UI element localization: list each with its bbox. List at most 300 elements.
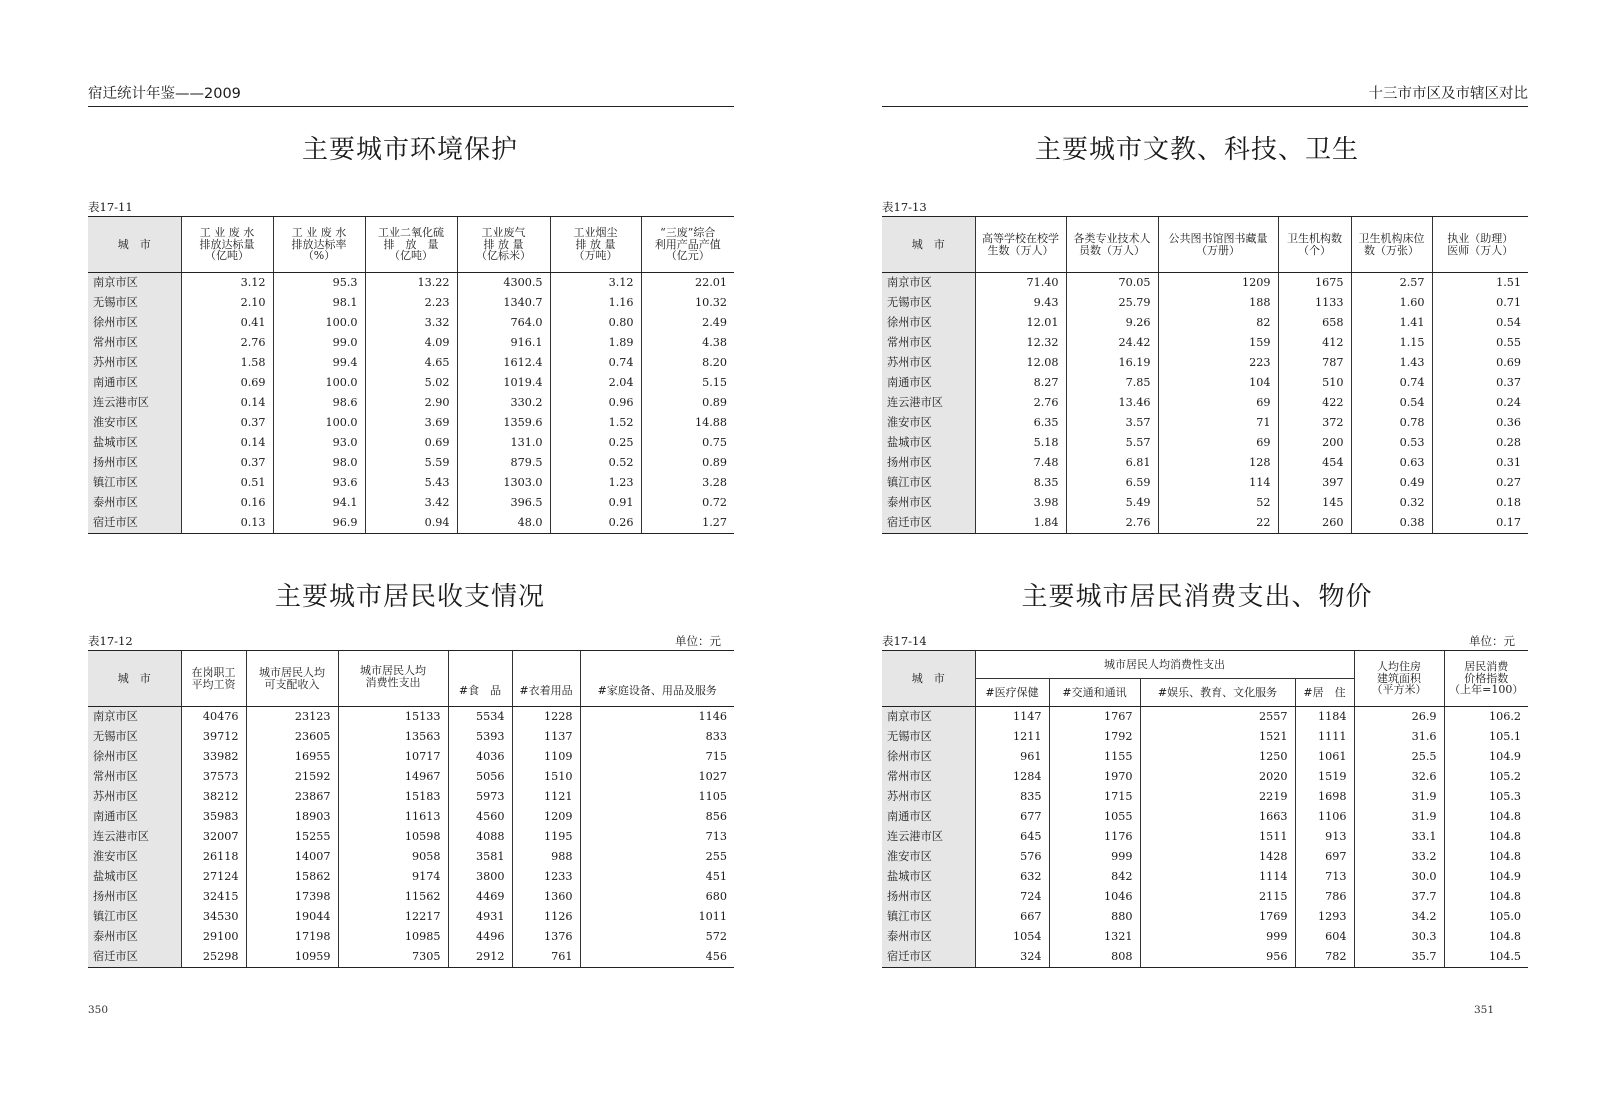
table-cell: 510 bbox=[1278, 373, 1351, 393]
table-cell: 0.38 bbox=[1351, 513, 1432, 534]
table-cell: 2.23 bbox=[365, 293, 457, 313]
table-cell: 5393 bbox=[448, 727, 512, 747]
table-cell: 1019.4 bbox=[457, 373, 550, 393]
table-cell: 71.40 bbox=[975, 273, 1066, 294]
table-cell: 4088 bbox=[448, 827, 512, 847]
header-wage: 在岗职工 平均工资 bbox=[181, 651, 246, 707]
table-cell: 1250 bbox=[1140, 747, 1295, 767]
table-cell: 34530 bbox=[181, 907, 246, 927]
table-cell: 604 bbox=[1295, 927, 1354, 947]
header-col-4: 工业废气 排 放 量 （亿标米） bbox=[457, 217, 550, 273]
row-city-name: 镇江市区 bbox=[88, 907, 181, 927]
table-cell: 632 bbox=[975, 867, 1049, 887]
table-row bbox=[882, 927, 1528, 947]
table-cell: 3.98 bbox=[975, 493, 1066, 513]
table-cell: 24.42 bbox=[1066, 333, 1158, 353]
table-cell: 2.90 bbox=[365, 393, 457, 413]
row-city-name: 镇江市区 bbox=[882, 473, 975, 493]
table-row bbox=[88, 293, 734, 313]
row-city-name: 苏州市区 bbox=[882, 353, 975, 373]
table-cell: 8.20 bbox=[641, 353, 734, 373]
table-cell: 0.96 bbox=[550, 393, 641, 413]
table-cell: 3581 bbox=[448, 847, 512, 867]
table-cell: 22.01 bbox=[641, 273, 734, 294]
table-cell: 1209 bbox=[512, 807, 580, 827]
table-cell: 1511 bbox=[1140, 827, 1295, 847]
table-cell: 4.38 bbox=[641, 333, 734, 353]
header-education: #娱乐、教育、文化服务 bbox=[1140, 679, 1295, 707]
page-number-right: 351 bbox=[1474, 1004, 1495, 1016]
table-cell: 1195 bbox=[512, 827, 580, 847]
table-cell: 0.74 bbox=[1351, 373, 1432, 393]
table-cell: 100.0 bbox=[273, 413, 365, 433]
table-cell: 23605 bbox=[246, 727, 338, 747]
table-cell: 1126 bbox=[512, 907, 580, 927]
table-row bbox=[88, 787, 734, 807]
table-cell: 15183 bbox=[338, 787, 448, 807]
table-row bbox=[882, 867, 1528, 887]
table-cell: 0.36 bbox=[1432, 413, 1528, 433]
table-cell: 10959 bbox=[246, 947, 338, 968]
table-cell: 916.1 bbox=[457, 333, 550, 353]
table-cell: 114 bbox=[1158, 473, 1278, 493]
table-cell: 31.9 bbox=[1354, 807, 1444, 827]
table-row bbox=[88, 393, 734, 413]
table-cell: 782 bbox=[1295, 947, 1354, 968]
row-city-name: 泰州市区 bbox=[88, 493, 181, 513]
table-cell: 40476 bbox=[181, 707, 246, 728]
table-cell: 879.5 bbox=[457, 453, 550, 473]
table-cell: 1146 bbox=[580, 707, 734, 728]
table-cell: 10598 bbox=[338, 827, 448, 847]
table-cell: 35.7 bbox=[1354, 947, 1444, 968]
table-cell: 1359.6 bbox=[457, 413, 550, 433]
table-cell: 842 bbox=[1049, 867, 1140, 887]
table-cell: 913 bbox=[1295, 827, 1354, 847]
table-cell: 2.76 bbox=[181, 333, 273, 353]
table-cell: 456 bbox=[580, 947, 734, 968]
table-cell: 0.80 bbox=[550, 313, 641, 333]
table-cell: 27124 bbox=[181, 867, 246, 887]
table-cell: 16955 bbox=[246, 747, 338, 767]
table-cell: 10717 bbox=[338, 747, 448, 767]
table-cell: 13563 bbox=[338, 727, 448, 747]
table-cell: 100.0 bbox=[273, 313, 365, 333]
table-row bbox=[882, 907, 1528, 927]
table-cell: 572 bbox=[580, 927, 734, 947]
table-row bbox=[88, 947, 734, 968]
row-city-name: 苏州市区 bbox=[882, 787, 975, 807]
table-cell: 1233 bbox=[512, 867, 580, 887]
header-clothing: #衣着用品 bbox=[512, 651, 580, 707]
row-city-name: 连云港市区 bbox=[882, 393, 975, 413]
table-cell: 16.19 bbox=[1066, 353, 1158, 373]
table-row bbox=[88, 847, 734, 867]
table-cell: 32.6 bbox=[1354, 767, 1444, 787]
table-cell: 1360 bbox=[512, 887, 580, 907]
table-cell: 0.89 bbox=[641, 393, 734, 413]
table-cell: 31.6 bbox=[1354, 727, 1444, 747]
row-city-name: 扬州市区 bbox=[88, 887, 181, 907]
table-cell: 0.14 bbox=[181, 393, 273, 413]
table-cell: 3.28 bbox=[641, 473, 734, 493]
table-cell: 104.8 bbox=[1444, 927, 1528, 947]
table-cell: 105.0 bbox=[1444, 907, 1528, 927]
title-environment: 主要城市环境保护 bbox=[301, 135, 518, 165]
row-city-name: 淮安市区 bbox=[882, 847, 975, 867]
table-cell: 856 bbox=[580, 807, 734, 827]
table-row bbox=[882, 393, 1528, 413]
table-cell: 4496 bbox=[448, 927, 512, 947]
table-cell: 4.65 bbox=[365, 353, 457, 373]
table-cell: 2.10 bbox=[181, 293, 273, 313]
table-cell: 34.2 bbox=[1354, 907, 1444, 927]
table-cell: 23867 bbox=[246, 787, 338, 807]
left-page bbox=[0, 0, 804, 1099]
row-city-name: 徐州市区 bbox=[882, 747, 975, 767]
table-header-row bbox=[88, 651, 734, 707]
row-city-name: 淮安市区 bbox=[88, 413, 181, 433]
table-cell: 786 bbox=[1295, 887, 1354, 907]
header-city: 城 市 bbox=[882, 217, 975, 273]
row-city-name: 镇江市区 bbox=[882, 907, 975, 927]
table-cell: 2.49 bbox=[641, 313, 734, 333]
header-col-3: 公共图书馆图书藏量 （万册） bbox=[1158, 217, 1278, 273]
table-header-row bbox=[882, 217, 1528, 273]
table-cell: 12.08 bbox=[975, 353, 1066, 373]
table-cell: 38212 bbox=[181, 787, 246, 807]
table-cell: 0.94 bbox=[365, 513, 457, 534]
table-row bbox=[882, 827, 1528, 847]
table-cell: 0.31 bbox=[1432, 453, 1528, 473]
table-cell: 422 bbox=[1278, 393, 1351, 413]
header-household: #家庭设备、用品及服务 bbox=[580, 651, 734, 707]
row-city-name: 盐城市区 bbox=[882, 433, 975, 453]
table-cell: 104.8 bbox=[1444, 827, 1528, 847]
table-cell: 1519 bbox=[1295, 767, 1354, 787]
table-cell: 0.53 bbox=[1351, 433, 1432, 453]
table-cell: 2.57 bbox=[1351, 273, 1432, 294]
row-city-name: 宿迁市区 bbox=[882, 947, 975, 968]
table-cell: 1027 bbox=[580, 767, 734, 787]
table-row bbox=[88, 373, 734, 393]
table-cell: 5534 bbox=[448, 707, 512, 728]
row-city-name: 南京市区 bbox=[88, 273, 181, 294]
table-cell: 99.4 bbox=[273, 353, 365, 373]
table-cell: 1106 bbox=[1295, 807, 1354, 827]
header-col-2: 各类专业技术人 员数（万人） bbox=[1066, 217, 1158, 273]
table-row bbox=[882, 453, 1528, 473]
row-city-name: 无锡市区 bbox=[88, 727, 181, 747]
table-row bbox=[882, 493, 1528, 513]
header-col-2: 工 业 废 水 排放达标率 （%） bbox=[273, 217, 365, 273]
table-cell: 0.17 bbox=[1432, 513, 1528, 534]
table-cell: 0.54 bbox=[1351, 393, 1432, 413]
header-col-6: 执业（助理） 医师（万人） bbox=[1432, 217, 1528, 273]
table-cell: 1133 bbox=[1278, 293, 1351, 313]
table-cell: 1675 bbox=[1278, 273, 1351, 294]
table-cell: 70.05 bbox=[1066, 273, 1158, 294]
table-cell: 1.43 bbox=[1351, 353, 1432, 373]
table-cell: 131.0 bbox=[457, 433, 550, 453]
table-cell: 69 bbox=[1158, 433, 1278, 453]
table-cell: 1293 bbox=[1295, 907, 1354, 927]
table-consumption-prices bbox=[882, 650, 1528, 968]
table-cell: 3.42 bbox=[365, 493, 457, 513]
table-cell: 12217 bbox=[338, 907, 448, 927]
table-cell: 104.5 bbox=[1444, 947, 1528, 968]
table-cell: 3.12 bbox=[550, 273, 641, 294]
table-cell: 11562 bbox=[338, 887, 448, 907]
table-row bbox=[88, 313, 734, 333]
table-cell: 106.2 bbox=[1444, 707, 1528, 728]
table-cell: 105.3 bbox=[1444, 787, 1528, 807]
table-cell: 5.15 bbox=[641, 373, 734, 393]
table-cell: 1055 bbox=[1049, 807, 1140, 827]
table-cell: 0.72 bbox=[641, 493, 734, 513]
table-cell: 71 bbox=[1158, 413, 1278, 433]
table-cell: 1769 bbox=[1140, 907, 1295, 927]
table-cell: 4.09 bbox=[365, 333, 457, 353]
table-cell: 98.6 bbox=[273, 393, 365, 413]
table-cell: 93.0 bbox=[273, 433, 365, 453]
table-cell: 1284 bbox=[975, 767, 1049, 787]
table-cell: 3.12 bbox=[181, 273, 273, 294]
table-cell: 12.32 bbox=[975, 333, 1066, 353]
table-cell: 13.46 bbox=[1066, 393, 1158, 413]
table-cell: 18903 bbox=[246, 807, 338, 827]
table-cell: 412 bbox=[1278, 333, 1351, 353]
header-col-4: 卫生机构数 （个） bbox=[1278, 217, 1351, 273]
table-row bbox=[882, 353, 1528, 373]
table-cell: 330.2 bbox=[457, 393, 550, 413]
table-cell: 1.52 bbox=[550, 413, 641, 433]
table-cell: 1155 bbox=[1049, 747, 1140, 767]
table-cell: 6.35 bbox=[975, 413, 1066, 433]
table-cell: 0.71 bbox=[1432, 293, 1528, 313]
table-cell: 188 bbox=[1158, 293, 1278, 313]
table-cell: 33982 bbox=[181, 747, 246, 767]
row-city-name: 常州市区 bbox=[88, 333, 181, 353]
table-label-17-11: 表17-11 bbox=[88, 200, 133, 214]
table-cell: 260 bbox=[1278, 513, 1351, 534]
table-cell: 1114 bbox=[1140, 867, 1295, 887]
table-cell: 397 bbox=[1278, 473, 1351, 493]
table-cell: 17198 bbox=[246, 927, 338, 947]
table-cell: 33.2 bbox=[1354, 847, 1444, 867]
table-cell: 6.81 bbox=[1066, 453, 1158, 473]
table-cell: 10.32 bbox=[641, 293, 734, 313]
table-cell: 93.6 bbox=[273, 473, 365, 493]
table-cell: 22 bbox=[1158, 513, 1278, 534]
row-city-name: 连云港市区 bbox=[88, 393, 181, 413]
row-city-name: 无锡市区 bbox=[882, 727, 975, 747]
row-city-name: 扬州市区 bbox=[88, 453, 181, 473]
table-cell: 1303.0 bbox=[457, 473, 550, 493]
table-cell: 658 bbox=[1278, 313, 1351, 333]
header-transport: #交通和通讯 bbox=[1049, 679, 1140, 707]
table-row bbox=[88, 887, 734, 907]
table-cell: 1.23 bbox=[550, 473, 641, 493]
table-cell: 200 bbox=[1278, 433, 1351, 453]
table-row bbox=[882, 333, 1528, 353]
table-cell: 1228 bbox=[512, 707, 580, 728]
table-cell: 0.69 bbox=[181, 373, 273, 393]
header-col-5: 卫生机构床位 数（万张） bbox=[1351, 217, 1432, 273]
table-cell: 29100 bbox=[181, 927, 246, 947]
table-cell: 1137 bbox=[512, 727, 580, 747]
table-cell: 1105 bbox=[580, 787, 734, 807]
table-cell: 3.57 bbox=[1066, 413, 1158, 433]
table-cell: 6.59 bbox=[1066, 473, 1158, 493]
table-label-17-12: 表17-12 bbox=[88, 634, 133, 648]
table-cell: 5.02 bbox=[365, 373, 457, 393]
table-cell: 988 bbox=[512, 847, 580, 867]
row-city-name: 扬州市区 bbox=[882, 453, 975, 473]
table-cell: 713 bbox=[580, 827, 734, 847]
table-row bbox=[882, 293, 1528, 313]
table-cell: 0.14 bbox=[181, 433, 273, 453]
table-cell: 1.16 bbox=[550, 293, 641, 313]
table-cell: 128 bbox=[1158, 453, 1278, 473]
row-city-name: 常州市区 bbox=[882, 333, 975, 353]
table-cell: 94.1 bbox=[273, 493, 365, 513]
row-city-name: 南通市区 bbox=[882, 807, 975, 827]
table-header-row bbox=[882, 651, 1528, 679]
table-cell: 39712 bbox=[181, 727, 246, 747]
table-cell: 1209 bbox=[1158, 273, 1278, 294]
table-cell: 4036 bbox=[448, 747, 512, 767]
table-cell: 48.0 bbox=[457, 513, 550, 534]
table-cell: 956 bbox=[1140, 947, 1295, 968]
table-cell: 1147 bbox=[975, 707, 1049, 728]
table-cell: 8.35 bbox=[975, 473, 1066, 493]
table-cell: 8.27 bbox=[975, 373, 1066, 393]
row-city-name: 淮安市区 bbox=[882, 413, 975, 433]
table-row bbox=[88, 473, 734, 493]
header-income: 城市居民人均 可支配收入 bbox=[246, 651, 338, 707]
table-cell: 11613 bbox=[338, 807, 448, 827]
table-row bbox=[882, 947, 1528, 968]
table-cell: 1970 bbox=[1049, 767, 1140, 787]
table-cell: 0.37 bbox=[1432, 373, 1528, 393]
header-floor-area: 人均住房 建筑面积 （平方米） bbox=[1354, 651, 1444, 707]
table-row bbox=[88, 707, 734, 728]
table-cell: 145 bbox=[1278, 493, 1351, 513]
table-cell: 5.18 bbox=[975, 433, 1066, 453]
header-col-3: 工业二氧化硫 排 放 量 （亿吨） bbox=[365, 217, 457, 273]
table-cell: 2020 bbox=[1140, 767, 1295, 787]
table-row bbox=[88, 493, 734, 513]
table-cell: 25.79 bbox=[1066, 293, 1158, 313]
header-consumption-group: 城市居民人均消费性支出 bbox=[975, 651, 1354, 679]
header-housing: #居 住 bbox=[1295, 679, 1354, 707]
table-cell: 2115 bbox=[1140, 887, 1295, 907]
table-cell: 7.48 bbox=[975, 453, 1066, 473]
table-cell: 1.15 bbox=[1351, 333, 1432, 353]
table-cell: 5973 bbox=[448, 787, 512, 807]
table-cell: 5.57 bbox=[1066, 433, 1158, 453]
table-cell: 5056 bbox=[448, 767, 512, 787]
table-cell: 1176 bbox=[1049, 827, 1140, 847]
table-cell: 26.9 bbox=[1354, 707, 1444, 728]
table-cell: 32007 bbox=[181, 827, 246, 847]
table-cell: 1111 bbox=[1295, 727, 1354, 747]
unit-label-17-12: 单位：元 bbox=[675, 634, 721, 648]
row-city-name: 徐州市区 bbox=[882, 313, 975, 333]
table-cell: 32415 bbox=[181, 887, 246, 907]
table-cell: 1376 bbox=[512, 927, 580, 947]
table-cell: 0.63 bbox=[1351, 453, 1432, 473]
table-cell: 30.3 bbox=[1354, 927, 1444, 947]
table-cell: 645 bbox=[975, 827, 1049, 847]
table-row bbox=[882, 767, 1528, 787]
table-cell: 25.5 bbox=[1354, 747, 1444, 767]
table-cell: 2.04 bbox=[550, 373, 641, 393]
table-cell: 14967 bbox=[338, 767, 448, 787]
table-cell: 680 bbox=[580, 887, 734, 907]
table-cell: 105.1 bbox=[1444, 727, 1528, 747]
table-row bbox=[88, 827, 734, 847]
table-cell: 576 bbox=[975, 847, 1049, 867]
table-income-expenditure bbox=[88, 650, 734, 968]
table-cell: 1011 bbox=[580, 907, 734, 927]
table-cell: 17398 bbox=[246, 887, 338, 907]
table-cell: 880 bbox=[1049, 907, 1140, 927]
table-cell: 13.22 bbox=[365, 273, 457, 294]
header-spending: 城市居民人均 消费性支出 bbox=[338, 651, 448, 707]
table-cell: 4300.5 bbox=[457, 273, 550, 294]
table-row bbox=[882, 807, 1528, 827]
table-cell: 0.89 bbox=[641, 453, 734, 473]
table-cell: 2.76 bbox=[1066, 513, 1158, 534]
table-cell: 25298 bbox=[181, 947, 246, 968]
table-cell: 3.32 bbox=[365, 313, 457, 333]
row-city-name: 徐州市区 bbox=[88, 747, 181, 767]
row-city-name: 泰州市区 bbox=[882, 927, 975, 947]
table-cell: 0.24 bbox=[1432, 393, 1528, 413]
header-city: 城 市 bbox=[88, 217, 181, 273]
table-cell: 1521 bbox=[1140, 727, 1295, 747]
table-cell: 961 bbox=[975, 747, 1049, 767]
table-cell: 9174 bbox=[338, 867, 448, 887]
table-row bbox=[882, 747, 1528, 767]
table-row bbox=[882, 727, 1528, 747]
table-row bbox=[882, 707, 1528, 728]
table-cell: 0.78 bbox=[1351, 413, 1432, 433]
table-cell: 0.75 bbox=[641, 433, 734, 453]
table-cell: 23123 bbox=[246, 707, 338, 728]
table-row bbox=[88, 333, 734, 353]
table-row bbox=[88, 907, 734, 927]
table-cell: 1612.4 bbox=[457, 353, 550, 373]
table-cell: 10985 bbox=[338, 927, 448, 947]
running-head-left: 宿迁统计年鉴——2009 bbox=[88, 84, 734, 107]
row-city-name: 无锡市区 bbox=[88, 293, 181, 313]
table-cell: 255 bbox=[580, 847, 734, 867]
table-cell: 2912 bbox=[448, 947, 512, 968]
table-cell: 99.0 bbox=[273, 333, 365, 353]
row-city-name: 盐城市区 bbox=[88, 433, 181, 453]
table-environment bbox=[88, 216, 734, 534]
table-row bbox=[882, 787, 1528, 807]
table-cell: 31.9 bbox=[1354, 787, 1444, 807]
table-cell: 15133 bbox=[338, 707, 448, 728]
table-cell: 1663 bbox=[1140, 807, 1295, 827]
table-row bbox=[88, 273, 734, 294]
table-row bbox=[88, 453, 734, 473]
table-cell: 4560 bbox=[448, 807, 512, 827]
